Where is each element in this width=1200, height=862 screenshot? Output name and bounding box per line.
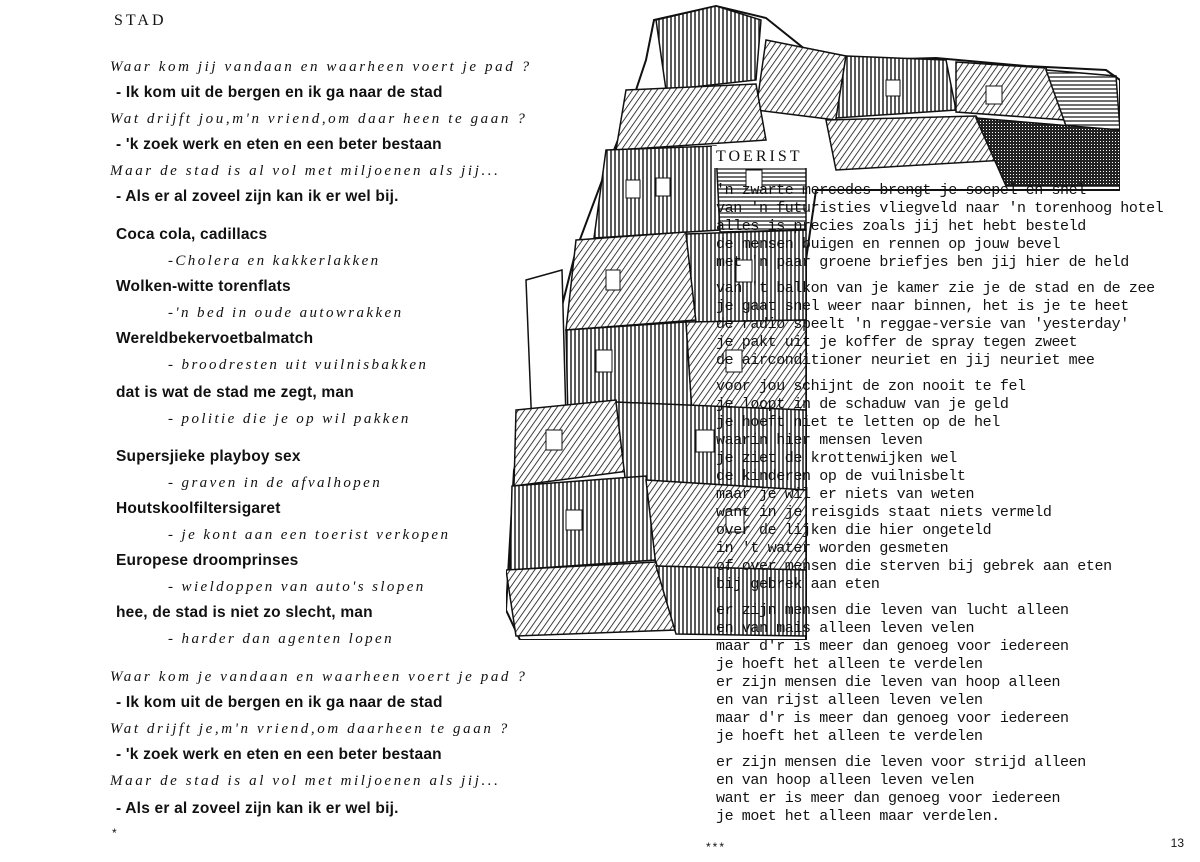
stad-line: - politie die je op wil pakken (168, 411, 411, 427)
toerist-line: maar d'r is meer dan genoeg voor iedereen (716, 638, 1069, 655)
stad-line: Houtskoolfiltersigaret (116, 500, 281, 517)
stad-line: Wat drijft jou,m'n vriend,om daar heen te gaan ? (110, 111, 528, 127)
toerist-line: er zijn mensen die leven van lucht alleen (716, 602, 1069, 619)
toerist-line: je hoeft het alleen te verdelen (716, 728, 983, 745)
page-number: 13 (1170, 836, 1184, 850)
toerist-line: waarin hier mensen leven (716, 432, 923, 449)
toerist-stanza-3 (716, 378, 1176, 594)
toerist-line: je pakt uit je koffer de spray tegen zweet (716, 334, 1078, 351)
stad-line: Supersjieke playboy sex (116, 448, 301, 465)
toerist-line: er zijn mensen die leven voor strijd alleen (716, 754, 1086, 771)
stad-line: Coca cola, cadillacs (116, 226, 268, 243)
toerist-line: want in je reisgids staat niets vermeld (716, 504, 1052, 521)
toerist-line: voor jou schijnt de zon nooit te fel (716, 378, 1026, 395)
stad-line: -Cholera en kakkerlakken (168, 253, 381, 269)
toerist-stanza-4 (716, 602, 1176, 746)
toerist-line: je gaat snel weer naar binnen, het is je te heet (716, 298, 1129, 315)
toerist-stanza-2 (716, 280, 1176, 370)
stad-line: Maar de stad is al vol met miljoenen als jij... (110, 773, 501, 789)
stad-line: - wieldoppen van auto's slopen (168, 579, 426, 595)
toerist-line: en van mais alleen leven velen (716, 620, 975, 637)
stad-line: Wereldbekervoetbalmatch (116, 330, 314, 347)
toerist-line: je hoeft niet te letten op de hel (716, 414, 1000, 431)
stad-line: - Ik kom uit de bergen en ik ga naar de stad (116, 84, 443, 101)
stad-line: Europese droomprinses (116, 552, 299, 569)
stad-title: STAD (114, 12, 167, 29)
toerist-line: en van rijst alleen leven velen (716, 692, 983, 709)
toerist-line: want er is meer dan genoeg voor iedereen (716, 790, 1061, 807)
stad-end-mark: * (112, 826, 117, 840)
toerist-line: je moet het alleen maar verdelen. (716, 808, 1000, 825)
stad-line: - 'k zoek werk en eten en een beter bestaan (116, 136, 442, 153)
toerist-line: in 't water worden gesmeten (716, 540, 949, 557)
stad-line: Waar kom je vandaan en waarheen voert je pad ? (110, 669, 528, 685)
toerist-line: je ziet de krottenwijken wel (716, 450, 957, 467)
toerist-line: de airconditioner neuriet en jij neuriet mee (716, 352, 1095, 369)
stad-line: - 'k zoek werk en eten en een beter bestaan (116, 746, 442, 763)
toerist-line: alles is precies zoals jij het hebt besteld (716, 218, 1086, 235)
toerist-line: en van hoop alleen leven velen (716, 772, 975, 789)
stad-line: Maar de stad is al vol met miljoenen als jij... (110, 163, 501, 179)
stad-line: Wolken-witte torenflats (116, 278, 291, 295)
stad-line: - broodresten uit vuilnisbakken (168, 357, 429, 373)
toerist-line: van 'n futuristies vliegveld naar 'n torenhoog hotel (716, 200, 1164, 217)
stad-line: - harder dan agenten lopen (168, 631, 394, 647)
toerist-poem (716, 182, 1176, 834)
stad-line: -'n bed in oude autowrakken (168, 305, 404, 321)
stad-line: - graven in de afvalhopen (168, 475, 383, 491)
toerist-line: van 't balkon van je kamer zie je de stad en de zee (716, 280, 1155, 297)
toerist-line: of over mensen die sterven bij gebrek aan eten (716, 558, 1112, 575)
toerist-line: je loopt in de schaduw van je geld (716, 396, 1009, 413)
stad-line: - je kont aan een toerist verkopen (168, 527, 451, 543)
toerist-line: bij gebrek aan eten (716, 576, 880, 593)
toerist-line: je hoeft het alleen te verdelen (716, 656, 983, 673)
stad-line: - Als er al zoveel zijn kan ik er wel bij. (116, 188, 399, 205)
stad-line: - Als er al zoveel zijn kan ik er wel bij. (116, 800, 399, 817)
toerist-line: er zijn mensen die leven van hoop alleen (716, 674, 1061, 691)
toerist-line: over de lijken die hier ongeteld (716, 522, 992, 539)
toerist-line: de radio speelt 'n reggae-versie van 'yesterday' (716, 316, 1129, 333)
stad-line: - Ik kom uit de bergen en ik ga naar de stad (116, 694, 443, 711)
toerist-end-mark: *** (706, 840, 727, 854)
toerist-line: de kinderen op de vuilnisbelt (716, 468, 966, 485)
toerist-line: maar d'r is meer dan genoeg voor iedereen (716, 710, 1069, 727)
toerist-title: TOERIST (712, 146, 810, 168)
stad-line: Wat drijft je,m'n vriend,om daarheen te gaan ? (110, 721, 510, 737)
toerist-stanza-1 (716, 182, 1176, 272)
toerist-line: met 'n paar groene briefjes ben jij hier de held (716, 254, 1129, 271)
stad-line: dat is wat de stad me zegt, man (116, 384, 354, 401)
toerist-stanza-5 (716, 754, 1176, 826)
stad-line: Waar kom jij vandaan en waarheen voert je pad ? (110, 59, 532, 75)
toerist-line: maar je wil er niets van weten (716, 486, 975, 503)
toerist-line: 'n zwarte mercedes brengt je soepel en snel (716, 182, 1086, 199)
toerist-line: de mensen buigen en rennen op jouw bevel (716, 236, 1061, 253)
stad-line: hee, de stad is niet zo slecht, man (116, 604, 373, 621)
